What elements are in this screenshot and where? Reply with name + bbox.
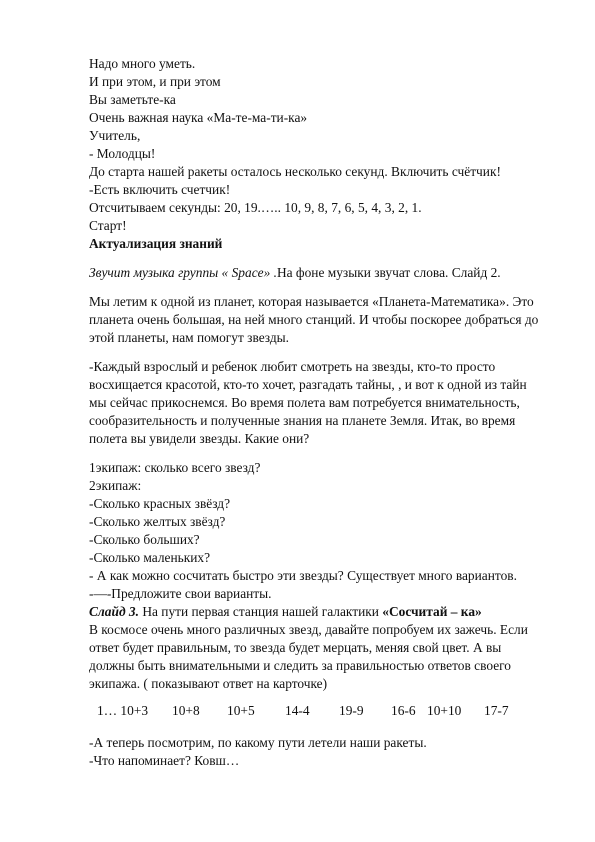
calc-item: 10+10 bbox=[427, 703, 462, 718]
question-line: 2экипаж: bbox=[89, 478, 142, 493]
calc-item: 10+5 bbox=[227, 703, 255, 718]
question-line: 1экипаж: сколько всего звезд? bbox=[89, 460, 261, 475]
paragraph-line: этой планеты, нам помогут звезды. bbox=[89, 330, 290, 345]
paragraph-line: восхищается красотой, кто-то хочет, разгадать тайны, , и вот к одной из тайн bbox=[89, 377, 527, 392]
calc-item: 14-4 bbox=[285, 703, 310, 718]
calc-item: 1… 10+3 bbox=[97, 703, 149, 718]
question-line: - А как можно сосчитать быстро эти звезды? Существует много вариантов. bbox=[89, 568, 517, 583]
poem-line: Надо много уметь. bbox=[89, 56, 196, 71]
slide3-line bbox=[89, 603, 482, 621]
calc-item: 10+8 bbox=[172, 703, 200, 718]
paragraph-line: полета вы увидели звезды. Какие они? bbox=[89, 431, 310, 446]
question-line: -Сколько больших? bbox=[89, 532, 200, 547]
paragraph-line: ответ будет правильным, то звезда будет мерцать, меняя свой цвет. А вы bbox=[89, 640, 502, 655]
poem-line: - Молодцы! bbox=[89, 146, 156, 161]
poem-line: Старт! bbox=[89, 218, 127, 233]
poem-line: И при этом, и при этом bbox=[89, 74, 221, 89]
poem-line: До старта нашей ракеты осталось несколько секунд. Включить счётчик! bbox=[89, 164, 501, 179]
paragraph-line: планета очень большая, на ней много станций. И чтобы поскорее добраться до bbox=[89, 312, 539, 327]
closing-line: -А теперь посмотрим, по какому пути летели наши ракеты. bbox=[89, 735, 427, 750]
calculation-row bbox=[0, 702, 595, 720]
calc-item: 16-6 bbox=[391, 703, 416, 718]
paragraph-line: экипажа. ( показывают ответ на карточке) bbox=[89, 676, 328, 691]
section-heading: Актуализация знаний bbox=[89, 236, 223, 251]
question-line: -Сколько маленьких? bbox=[89, 550, 211, 565]
question-line: -—-Предложите свои варианты. bbox=[89, 586, 272, 601]
paragraph-line: В космосе очень много различных звезд, давайте попробуем их зажечь. Если bbox=[89, 622, 528, 637]
slide3-label: Слайд 3. bbox=[89, 604, 139, 619]
station-name: «Сосчитай – ка» bbox=[382, 604, 482, 619]
calc-item: 19-9 bbox=[339, 703, 364, 718]
poem-line: Учитель, bbox=[89, 128, 141, 143]
paragraph-line: Мы летим к одной из планет, которая называется «Планета-Математика». Это bbox=[89, 294, 534, 309]
music-rest: На фоне музыки звучат слова. Слайд 2. bbox=[276, 265, 501, 280]
poem-line: Очень важная наука «Ма-те-ма-ти-ка» bbox=[89, 110, 308, 125]
music-line bbox=[89, 264, 501, 282]
question-line: -Сколько красных звёзд? bbox=[89, 496, 231, 511]
paragraph-line: сообразительность и полученные знания на планете Земля. Итак, во время bbox=[89, 413, 516, 428]
poem-line: -Есть включить счетчик! bbox=[89, 182, 231, 197]
countdown-line: Отсчитываем секунды: 20, 19.….. 10, 9, 8, 7, 6, 5, 4, 3, 2, 1. bbox=[89, 200, 422, 215]
music-italic: Звучит музыка группы « Space» . bbox=[89, 265, 277, 280]
paragraph-line: -Каждый взрослый и ребенок любит смотреть на звезды, кто-то просто bbox=[89, 359, 496, 374]
paragraph-line: должны быть внимательными и следить за правильностью ответов своего bbox=[89, 658, 511, 673]
question-line: -Сколько желтых звёзд? bbox=[89, 514, 226, 529]
paragraph-line: мы сейчас прикоснемся. Во время полета вам потребуется внимательность, bbox=[89, 395, 520, 410]
poem-line: Вы заметьте-ка bbox=[89, 92, 176, 107]
calc-item: 17-7 bbox=[484, 703, 509, 718]
closing-line: -Что напоминает? Ковш… bbox=[89, 753, 240, 768]
slide3-text: На пути первая станция нашей галактики bbox=[138, 604, 383, 619]
